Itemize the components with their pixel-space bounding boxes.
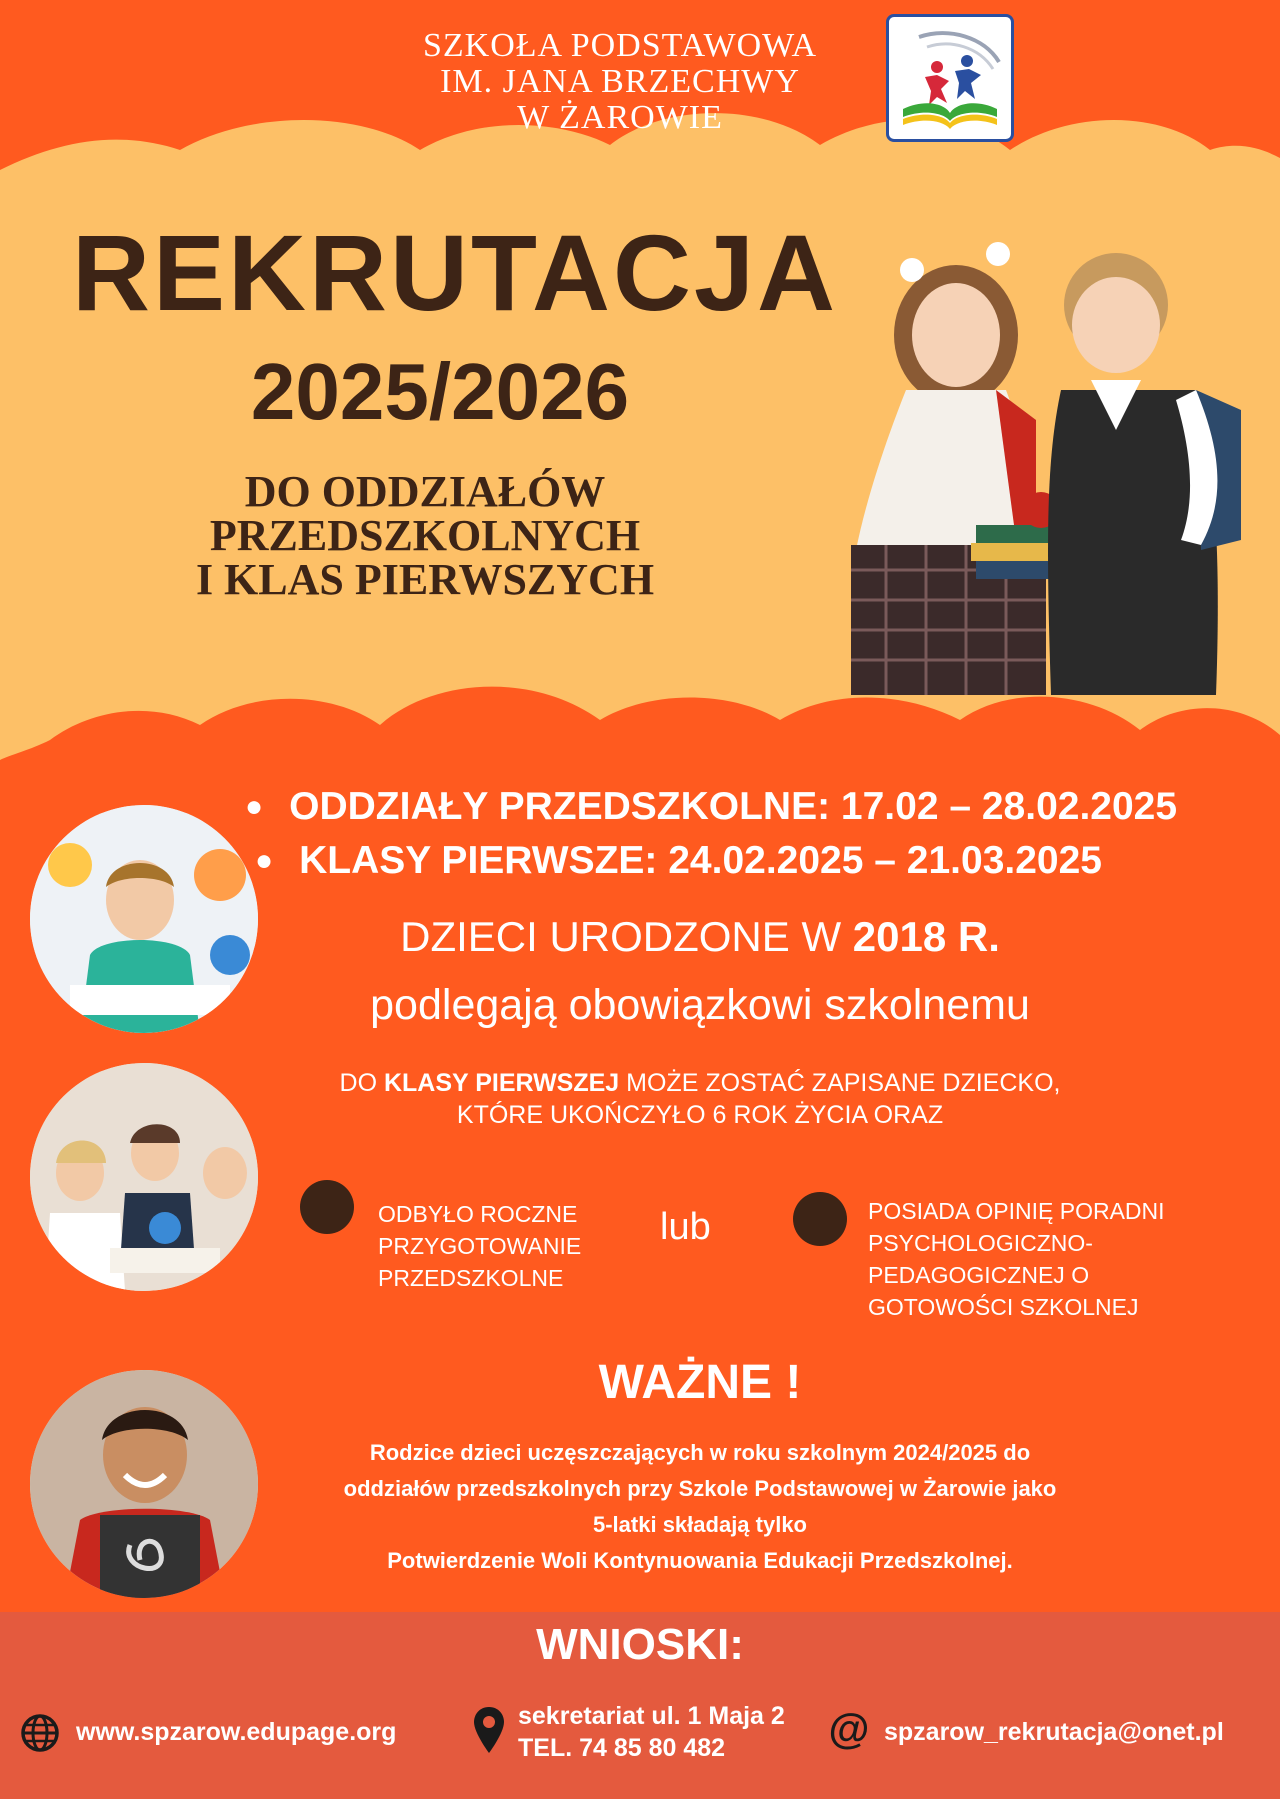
option-right-text (868, 1195, 1248, 1323)
important-line1: Rodzice dzieci uczęszczających w roku szkolnym 2024/2025 do (369, 1440, 1031, 1465)
first-class-bold: KLASY PIERWSZEJ (383, 1069, 620, 1097)
option-or: lub (660, 1206, 711, 1248)
school-name-line2: IM. JANA BRZECHWY (440, 63, 800, 100)
option-right-dot (793, 1192, 847, 1246)
school-name-line1: SZKOŁA PODSTAWOWA (422, 27, 818, 64)
address (518, 1700, 818, 1764)
born-year-line (300, 912, 1100, 962)
photo-boy-drawing (30, 805, 258, 1033)
first-class-line2: KTÓRE UKOŃCZYŁO 6 ROK ŻYCIA ORAZ (456, 1101, 944, 1129)
children-photo (846, 240, 1266, 695)
at-sign-icon: @ (828, 1705, 870, 1752)
address-line1: sekretariat ul. 1 Maja 2 (518, 1702, 785, 1730)
first-class-line1 (260, 1067, 1140, 1099)
important-line3: 5-latki składają tylko (593, 1512, 807, 1537)
email-link[interactable]: spzarow_rekrutacja@onet.pl (884, 1718, 1224, 1746)
first-class-requirements (260, 1067, 1140, 1131)
born-year: 2018 R. (852, 913, 1000, 960)
born-prefix: DZIECI URODZONE W (400, 913, 853, 960)
first-class-pre: DO (339, 1069, 384, 1097)
obligation-line: podlegają obowiązkowi szkolnemu (370, 981, 1030, 1029)
option-right-line4: GOTOWOŚCI SZKOLNEJ (868, 1294, 1139, 1320)
applications-title: WNIOSKI: (536, 1620, 744, 1669)
recruitment-dates (245, 780, 1265, 888)
option-left-line2: PRZYGOTOWANIE (378, 1233, 582, 1259)
poster-title: REKRUTACJA (71, 212, 838, 333)
date-item-first-class (245, 834, 1265, 888)
school-name (300, 28, 940, 136)
option-left-line1: ODBYŁO ROCZNE (378, 1201, 578, 1227)
bullet-dot: ● (245, 790, 264, 823)
date-item-preschool (245, 780, 1265, 834)
school-year: 2025/2026 (250, 347, 630, 436)
website-link[interactable]: www.spzarow.edupage.org (76, 1718, 397, 1746)
globe-icon (20, 1713, 60, 1753)
photo-children-classroom (30, 1063, 258, 1291)
subtitle-line2: PRZEDSZKOLNYCH (209, 511, 641, 560)
date-first-class-text: KLASY PIERWSZE: 24.02.2025 – 21.03.2025 (299, 839, 1102, 882)
school-logo (886, 14, 1014, 142)
option-left-text (378, 1198, 638, 1294)
photo-boy-chalkboard (30, 1370, 258, 1598)
bullet-dot: ● (255, 844, 274, 877)
important-title: WAŻNE ! (598, 1356, 802, 1409)
date-preschool-text: ODDZIAŁY PRZEDSZKOLNE: 17.02 – 28.02.2025 (289, 785, 1178, 828)
poster-subtitle (100, 467, 750, 604)
option-right-line1: POSIADA OPINIĘ PORADNI (868, 1198, 1165, 1224)
important-line4: Potwierdzenie Woli Kontynuowania Edukacji Przedszkolnej. (387, 1548, 1013, 1573)
school-name-line3: W ŻAROWIE (517, 99, 723, 136)
option-left-dot (300, 1180, 354, 1234)
important-text (240, 1435, 1160, 1579)
important-line2: oddziałów przedszkolnych przy Szkole Podstawowej w Żarowie jako (343, 1476, 1057, 1501)
option-right-line3: PEDAGOGICZNEJ O (868, 1262, 1090, 1288)
option-right-line2: PSYCHOLOGICZNO- (868, 1230, 1093, 1256)
location-pin-icon (472, 1705, 506, 1755)
first-class-post: MOŻE ZOSTAĆ ZAPISANE DZIECKO, (619, 1069, 1061, 1097)
phone-number: TEL. 74 85 80 482 (518, 1734, 726, 1762)
subtitle-line1: DO ODDZIAŁÓW (244, 467, 606, 516)
option-left-line3: PRZEDSZKOLNE (378, 1265, 564, 1291)
subtitle-line3: I KLAS PIERWSZYCH (195, 555, 655, 604)
